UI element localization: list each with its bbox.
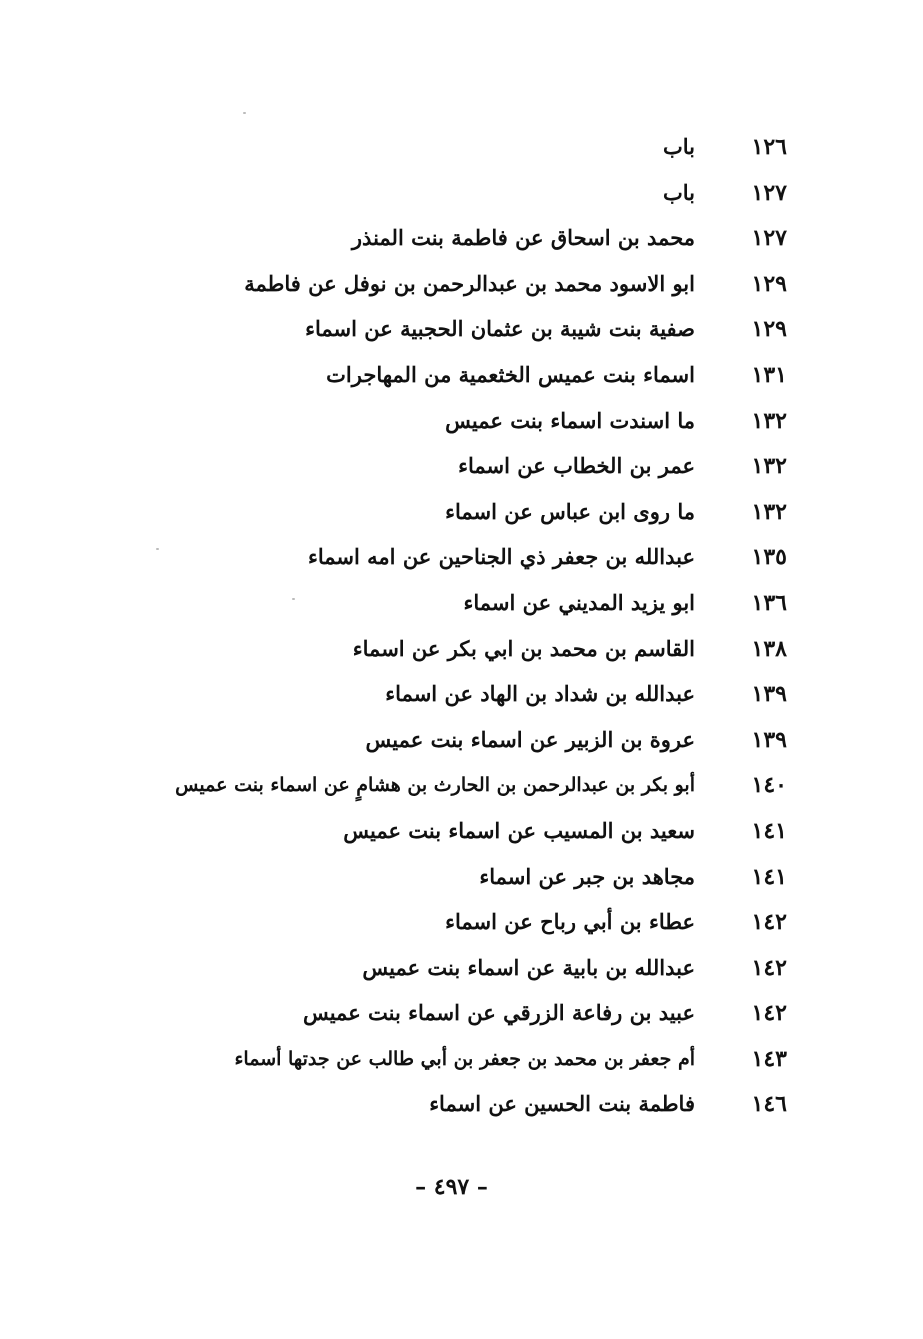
- toc-title: ابو يزيد المديني عن اسماء: [463, 589, 695, 615]
- toc-page-number: ١٣٥: [751, 544, 787, 571]
- toc-entry: [0, 128, 923, 174]
- toc-entry: [0, 1040, 923, 1086]
- toc-page-number: ١٣٩: [751, 726, 787, 753]
- toc-title: القاسم بن محمد بن ابي بكر عن اسماء: [352, 635, 695, 661]
- toc-page-number: ١٣٦: [751, 589, 787, 616]
- toc-page-number: ١٣٢: [751, 498, 787, 525]
- toc-title: سعيد بن المسيب عن اسماء بنت عميس: [343, 817, 695, 843]
- toc-title: عمر بن الخطاب عن اسماء: [458, 453, 695, 479]
- toc-page-number: ١٢٧: [751, 225, 787, 252]
- toc-entry: [0, 584, 923, 630]
- toc-title: ما روى ابن عباس عن اسماء: [445, 498, 695, 524]
- toc-entry: [0, 812, 923, 858]
- toc-entry: [0, 675, 923, 721]
- toc-title: ما اسندت اسماء بنت عميس: [445, 407, 695, 433]
- toc-entry: [0, 903, 923, 949]
- toc-page-number: ١٣١: [751, 361, 787, 388]
- toc-page-number: ١٢٩: [751, 270, 787, 297]
- toc-title: أبو بكر بن عبدالرحمن بن الحارث بن هشامٍ عن اسماء بنت عميس: [175, 774, 695, 797]
- toc-page-number: ١٣٢: [751, 453, 787, 480]
- toc-entry: [0, 219, 923, 265]
- toc-title: عروة بن الزبير عن اسماء بنت عميس: [365, 726, 695, 752]
- toc-title: عبدالله بن شداد بن الهاد عن اسماء: [385, 681, 695, 707]
- toc-title: باب: [662, 134, 695, 159]
- toc-entry: [0, 630, 923, 676]
- toc-page-number: ١٤١: [751, 817, 787, 844]
- toc-entry: [0, 994, 923, 1040]
- toc-page-number: ١٣٢: [751, 407, 787, 434]
- toc-entry: [0, 766, 923, 812]
- toc-page-number: ١٤٢: [751, 954, 787, 981]
- scan-speck: [243, 112, 246, 114]
- toc-entry: [0, 265, 923, 311]
- toc-page-number: ١٤١: [751, 863, 787, 890]
- toc-title: أم جعفر بن محمد بن جعفر بن أبي طالب عن جدتها أسماء: [234, 1047, 695, 1070]
- toc-page-number: ١٢٦: [751, 134, 787, 160]
- toc-entry: [0, 402, 923, 448]
- toc-title: عبيد بن رفاعة الزرقي عن اسماء بنت عميس: [302, 1000, 695, 1026]
- toc-page-number: ١٤٠: [751, 772, 787, 799]
- toc-title: عبدالله بن جعفر ذي الجناحين عن امه اسماء: [308, 544, 695, 570]
- toc-entry: [0, 174, 923, 220]
- toc-page-number: ١٤٢: [751, 1000, 787, 1027]
- toc-entry: [0, 310, 923, 356]
- toc-entry: [0, 949, 923, 995]
- toc-page-number: ١٣٨: [751, 635, 787, 662]
- toc-title: ابو الاسود محمد بن عبدالرحمن بن نوفل عن فاطمة: [244, 270, 695, 296]
- toc-title: اسماء بنت عميس الخثعمية من المهاجرات: [326, 361, 695, 387]
- toc-entry: [0, 538, 923, 584]
- toc-page-number: ١٣٩: [751, 681, 787, 708]
- toc-entry: [0, 721, 923, 767]
- toc-title: عبدالله بن بابية عن اسماء بنت عميس: [362, 954, 695, 980]
- page-number-footer: – ٤٩٧ –: [415, 1174, 488, 1200]
- toc-page-number: ١٤٦: [751, 1091, 787, 1118]
- toc-page-number: ١٢٩: [751, 316, 787, 343]
- toc-title: مجاهد بن جبر عن اسماء: [479, 863, 695, 889]
- toc-title: صفية بنت شيبة بن عثمان الحجبية عن اسماء: [305, 316, 695, 342]
- toc-page-number: ١٤٢: [751, 909, 787, 936]
- toc-entry: [0, 447, 923, 493]
- toc-entry: [0, 493, 923, 539]
- toc-page-number: ١٢٧: [751, 179, 787, 206]
- toc-entry: [0, 858, 923, 904]
- toc-title: محمد بن اسحاق عن فاطمة بنت المنذر: [351, 225, 695, 251]
- toc-title: فاطمة بنت الحسين عن اسماء: [429, 1091, 695, 1117]
- toc-entry: [0, 356, 923, 402]
- toc-entry: [0, 1085, 923, 1131]
- toc-title: باب: [662, 179, 695, 205]
- toc-page-number: ١٤٣: [751, 1045, 787, 1072]
- toc-title: عطاء بن أبي رباح عن اسماء: [445, 909, 695, 935]
- table-of-contents: [0, 128, 923, 1131]
